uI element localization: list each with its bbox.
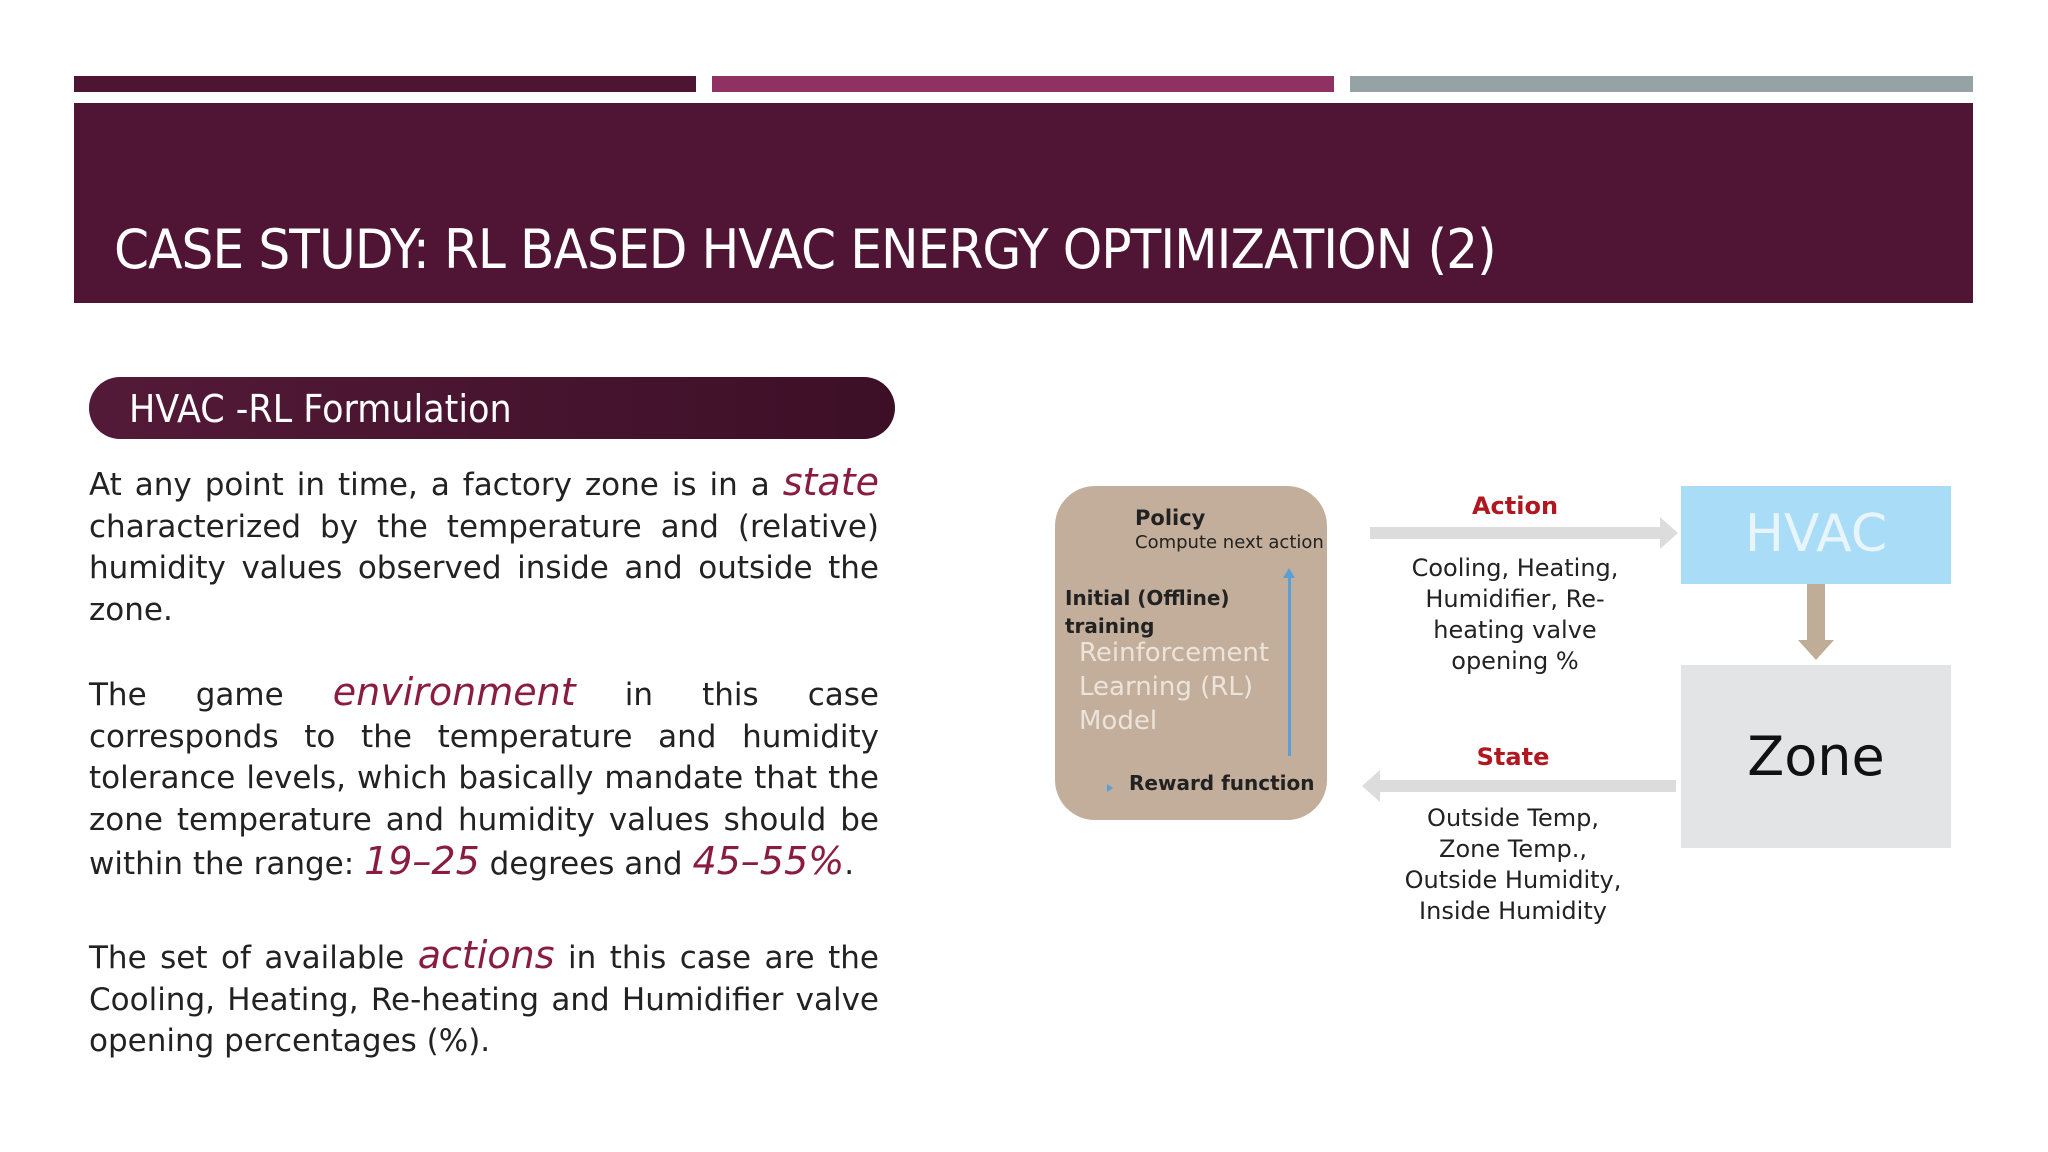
text: Humidifier, Re- <box>1425 585 1605 613</box>
hvac-label: HVAC <box>1744 504 1888 564</box>
zone-box <box>1681 665 1951 848</box>
text: Learning (RL) <box>1079 672 1253 702</box>
paragraph-environment <box>89 672 879 886</box>
hvac-box <box>1681 486 1951 584</box>
text: The set of available <box>89 940 418 976</box>
text: opening % <box>1451 647 1579 675</box>
action-label: Action <box>1471 492 1559 520</box>
reward-function-label: Reward function <box>1129 771 1315 795</box>
initial-training-label <box>1065 584 1230 640</box>
text: Outside Temp, <box>1427 804 1599 832</box>
text: heating valve <box>1433 616 1597 644</box>
zone-label: Zone <box>1747 725 1885 788</box>
state-label: State <box>1476 743 1550 771</box>
down-arrow-icon <box>1807 584 1825 644</box>
action-arrow-icon <box>1370 527 1660 539</box>
text: training <box>1065 614 1155 638</box>
emphasis-actions: actions <box>417 933 555 977</box>
text: Cooling, Heating, <box>1411 554 1619 582</box>
text: Initial (Offline) <box>1065 586 1230 610</box>
section-heading-pill <box>89 377 895 439</box>
text: At any point in time, a factory zone is in a <box>89 467 783 503</box>
text: Outside Humidity, <box>1404 866 1622 894</box>
emphasis-humidity-range: 45–55% <box>692 839 845 883</box>
text: Inside Humidity <box>1419 897 1607 925</box>
rl-agent-box <box>1055 486 1327 820</box>
text: characterized by the temperature and (relative) humidity values observed inside and outside the zone. <box>89 508 879 628</box>
emphasis-state: state <box>782 460 879 504</box>
section-heading: HVAC -RL Formulation <box>129 387 512 431</box>
up-arrow-icon <box>1288 576 1291 756</box>
title-banner <box>74 103 1973 303</box>
policy-label: Policy <box>1135 506 1206 530</box>
slide-title: CASE STUDY: RL BASED HVAC ENERGY OPTIMIZATION (2) <box>114 218 1496 281</box>
text: The game <box>89 677 333 713</box>
state-arrow-icon <box>1380 780 1676 792</box>
text: Zone Temp., <box>1439 835 1587 863</box>
text: Model <box>1079 706 1158 736</box>
action-description <box>1355 553 1675 677</box>
text: degrees and <box>479 846 693 882</box>
compute-label: Compute next action <box>1135 532 1324 553</box>
text: in this case are the Cooling, Heating, Re-heating and Humidifier valve opening percentages (%). <box>89 940 879 1059</box>
text: . <box>844 846 855 882</box>
emphasis-environment: environment <box>332 670 576 714</box>
paragraph-actions <box>89 935 879 1063</box>
rl-model-label <box>1079 636 1269 738</box>
state-description <box>1353 803 1673 927</box>
text: in this case corresponds to the temperature and humidity tolerance levels, which basically mandate that the zone temperature and humidity values should be within the range: <box>89 677 880 882</box>
accent-bar-dark <box>74 76 696 92</box>
emphasis-temp-range: 19–25 <box>364 839 480 883</box>
paragraph-state <box>89 462 879 631</box>
right-pointer-icon <box>1107 784 1113 792</box>
accent-bar-gray <box>1350 76 1973 92</box>
accent-bar-magenta <box>712 76 1334 92</box>
text: Reinforcement <box>1079 638 1270 668</box>
